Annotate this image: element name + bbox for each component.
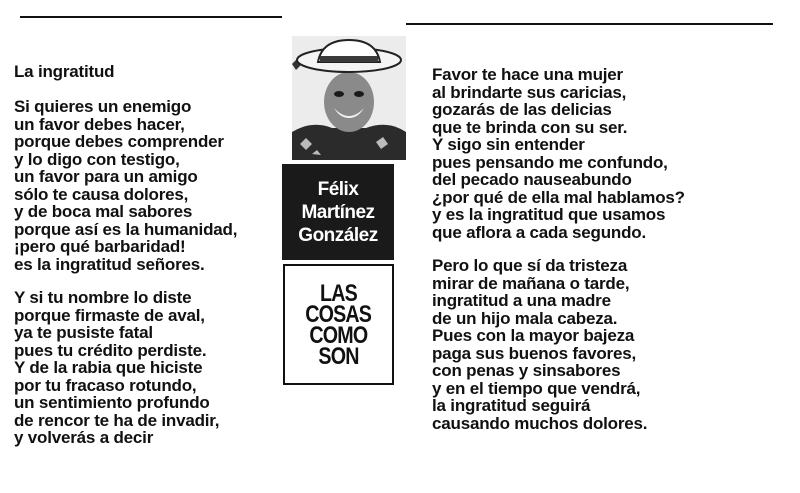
poem-line: y de boca mal sabores <box>14 202 193 221</box>
poem-line: ya te pusiste fatal <box>14 323 153 342</box>
poem-line: porque así es la humanidad, <box>14 219 238 239</box>
author-portrait <box>292 36 406 160</box>
author-name-line: Martínez <box>301 201 375 223</box>
poem-line: de un hijo mala cabeza. <box>432 308 618 328</box>
stanza-1 <box>14 98 284 273</box>
poem-line: mirar de mañana o tarde, <box>432 273 630 293</box>
poem-right-column <box>432 66 772 448</box>
author-photo-icon <box>292 36 406 160</box>
poem-line: ¡pero qué barbaridad! <box>14 237 186 256</box>
poem-line: un sentimiento profundo <box>14 393 210 412</box>
poem-line: es la ingratitud señores. <box>14 254 205 274</box>
poem-line: de rencor te ha de invadir, <box>14 410 220 430</box>
stanza-2 <box>14 289 284 447</box>
poem-line: y volverás a decir <box>14 428 154 447</box>
poem-title: La ingratitud <box>14 62 115 81</box>
poem-line: un favor debes hacer, <box>14 114 185 134</box>
poem-line: ingratitud a una madre <box>432 291 611 310</box>
poem-line: y en el tiempo que vendrá, <box>432 378 641 398</box>
author-name-box <box>282 164 394 260</box>
column-logo-line: COMO <box>309 321 368 349</box>
top-rule-left <box>20 16 282 18</box>
poem-line: y lo digo con testigo, <box>14 149 180 169</box>
poem-line: ¿por qué de ella mal hablamos? <box>432 187 685 207</box>
poem-line: con penas y sinsabores <box>432 361 621 380</box>
poem-line: pues pensando me confundo, <box>432 152 668 172</box>
poem-line: sólo te causa dolores, <box>14 184 189 204</box>
poem-left-column <box>14 62 284 463</box>
column-logo-line: SON <box>318 342 359 370</box>
poem-line: Si quieres un enemigo <box>14 97 192 116</box>
poem-line: por tu fracaso rotundo, <box>14 375 197 395</box>
poem-line: al brindarte sus caricias, <box>432 82 627 102</box>
poem-line: pues tu crédito perdiste. <box>14 340 207 360</box>
poem-line: porque debes comprender <box>14 132 224 151</box>
poem-line: gozarás de las delicias <box>432 100 612 119</box>
poem-line: un favor para un amigo <box>14 167 198 186</box>
poem-line: Y si tu nombre lo diste <box>14 288 192 307</box>
poem-line: Y sigo sin entender <box>432 135 585 154</box>
poem-line: que aflora a cada segundo. <box>432 222 646 242</box>
author-name-line: González <box>298 224 378 246</box>
poem-line: la ingratitud seguirá <box>432 396 591 415</box>
poem-line: del pecado nauseabundo <box>432 170 632 189</box>
column-logo-line: LAS <box>320 279 357 307</box>
poem-line: Pues con la mayor bajeza <box>432 326 635 345</box>
stanza-4 <box>432 257 772 432</box>
column-logo-line: COSAS <box>305 300 372 328</box>
poem-line: Y de la rabia que hiciste <box>14 358 203 377</box>
poem-line: paga sus buenos favores, <box>432 343 636 363</box>
poem-line: Pero lo que sí da tristeza <box>432 256 628 275</box>
poem-line: que te brinda con su ser. <box>432 117 628 137</box>
poem-line: porque firmaste de aval, <box>14 305 205 325</box>
poem-line: y es la ingratitud que usamos <box>432 205 666 224</box>
column-logo <box>283 264 394 385</box>
poem-line: causando muchos dolores. <box>432 413 648 433</box>
top-rule-right <box>406 23 773 25</box>
poem-line: Favor te hace una mujer <box>432 65 623 84</box>
author-name-line: Félix <box>317 178 359 200</box>
stanza-3 <box>432 66 772 241</box>
